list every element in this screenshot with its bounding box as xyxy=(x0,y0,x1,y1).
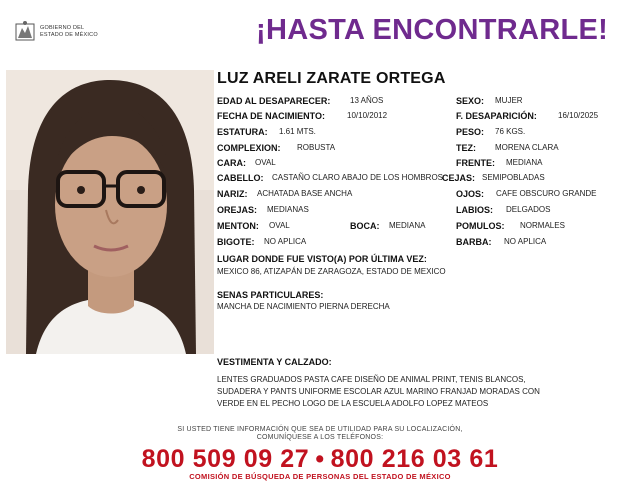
field-value: MEDIANA xyxy=(506,158,543,167)
field-label: BIGOTE: xyxy=(217,237,255,247)
phone-number-2[interactable]: 800 216 03 61 xyxy=(330,445,499,473)
phone-separator: • xyxy=(315,445,325,473)
field-nariz xyxy=(217,189,353,200)
field-label: ESTATURA: xyxy=(217,127,268,137)
field-value: DELGADOS xyxy=(506,205,551,214)
field-boca xyxy=(350,221,426,232)
field-menton xyxy=(217,221,290,232)
field-value: MORENA CLARA xyxy=(495,143,559,152)
logo-line2: ESTADO DE MÉXICO xyxy=(40,32,98,38)
field-label: NARIZ: xyxy=(217,189,248,199)
field-value: CASTAÑO CLARO ABAJO DE LOS HOMBROS xyxy=(272,173,443,182)
field-label: BOCA: xyxy=(350,221,380,231)
field-value: CAFE OBSCURO GRANDE xyxy=(496,189,597,198)
field-peso xyxy=(456,127,526,138)
headline: ¡HASTA ENCONTRARLE! xyxy=(256,14,609,46)
field-label: OREJAS: xyxy=(217,205,258,215)
field-bigote xyxy=(217,237,307,248)
state-emblem-icon xyxy=(14,20,36,44)
commission-name: COMISIÓN DE BÚSQUEDA DE PERSONAS DEL ESTADO DE MÉXICO xyxy=(189,472,451,481)
field-value: 1.61 MTS. xyxy=(279,127,316,136)
field-label: FRENTE: xyxy=(456,158,495,168)
field-label: EDAD AL DESAPARECER: xyxy=(217,96,331,106)
clothing-line: VERDE EN EL PECHO LOGO DE LA ESCUELA ADOLFO LOPEZ MATEOS xyxy=(217,399,489,408)
footer-note-line1: SI USTED TIENE INFORMACIÓN QUE SEA DE UTILIDAD PARA SU LOCALIZACIÓN, xyxy=(177,426,463,433)
field-label: SEXO: xyxy=(456,96,485,106)
person-name: LUZ ARELI ZARATE ORTEGA xyxy=(217,70,446,87)
clothing-label: VESTIMENTA Y CALZADO: xyxy=(217,357,332,367)
field-label: TEZ: xyxy=(456,143,476,153)
field-barba xyxy=(456,237,547,248)
field-fecha-desaparicion xyxy=(456,111,599,122)
field-value: MEDIANAS xyxy=(267,205,309,214)
field-value: 16/10/2025 xyxy=(558,111,599,120)
government-logo xyxy=(14,20,134,46)
field-fecha-nacimiento xyxy=(217,111,388,122)
field-value: ROBUSTA xyxy=(297,143,336,152)
field-frente xyxy=(456,158,543,169)
missing-person-photo xyxy=(6,70,214,354)
field-value: MEDIANA xyxy=(389,221,426,230)
field-value: 10/10/2012 xyxy=(347,111,388,120)
field-orejas xyxy=(217,205,309,216)
marks-label: SENAS PARTICULARES: xyxy=(217,290,324,300)
field-label: FECHA DE NACIMIENTO: xyxy=(217,111,325,121)
clothing-line: SUDADERA Y PANTS UNIFORME ESCOLAR AZUL MARINO FRANJAD MORADAS CON xyxy=(217,387,540,396)
field-value: MUJER xyxy=(495,96,523,105)
field-edad xyxy=(217,96,384,107)
field-label: POMULOS: xyxy=(456,221,505,231)
field-value: NORMALES xyxy=(520,221,565,230)
field-label: CEJAS: xyxy=(442,173,476,183)
field-estatura xyxy=(217,127,316,138)
field-pomulos xyxy=(456,221,565,232)
field-complexion xyxy=(217,143,336,154)
field-label: CABELLO: xyxy=(217,173,264,183)
field-cara xyxy=(217,158,276,169)
field-tez xyxy=(456,143,559,154)
footer-note-line2: COMUNÍQUESE A LOS TELÉFONOS: xyxy=(256,434,384,441)
phone-number-1[interactable]: 800 509 09 27 xyxy=(141,445,310,473)
marks-value: MANCHA DE NACIMIENTO PIERNA DERECHA xyxy=(217,302,390,311)
field-label: CARA: xyxy=(217,158,246,168)
field-label: MENTON: xyxy=(217,221,259,231)
portrait-illustration xyxy=(6,70,214,354)
clothing-line: LENTES GRADUADOS PASTA CAFE DISEÑO DE ANIMAL PRINT, TENIS BLANCOS, xyxy=(217,375,526,384)
field-value: NO APLICA xyxy=(504,237,547,246)
last-seen-label: LUGAR DONDE FUE VISTO(A) POR ÚLTIMA VEZ: xyxy=(217,254,427,264)
field-ojos xyxy=(456,189,597,200)
field-sexo xyxy=(456,96,523,107)
field-value: OVAL xyxy=(255,158,276,167)
field-label: LABIOS: xyxy=(456,205,493,215)
field-value: NO APLICA xyxy=(264,237,307,246)
field-cabello xyxy=(217,173,443,184)
phone-numbers xyxy=(0,445,640,473)
field-label: F. DESAPARICIÓN: xyxy=(456,111,537,121)
field-value: 13 AÑOS xyxy=(350,96,384,105)
logo-line1: GOBIERNO DEL xyxy=(40,25,85,31)
field-value: 76 KGS. xyxy=(495,127,526,136)
field-label: OJOS: xyxy=(456,189,485,199)
field-value: ACHATADA BASE ANCHA xyxy=(257,189,353,198)
field-value: SEMIPOBLADAS xyxy=(482,173,545,182)
field-labios xyxy=(456,205,551,216)
field-value: OVAL xyxy=(269,221,290,230)
field-label: BARBA: xyxy=(456,237,492,247)
field-label: PESO: xyxy=(456,127,485,137)
field-label: COMPLEXION: xyxy=(217,143,281,153)
field-cejas xyxy=(442,173,545,184)
last-seen-value: MEXICO 86, ATIZAPÁN DE ZARAGOZA, ESTADO DE MEXICO xyxy=(217,267,446,276)
